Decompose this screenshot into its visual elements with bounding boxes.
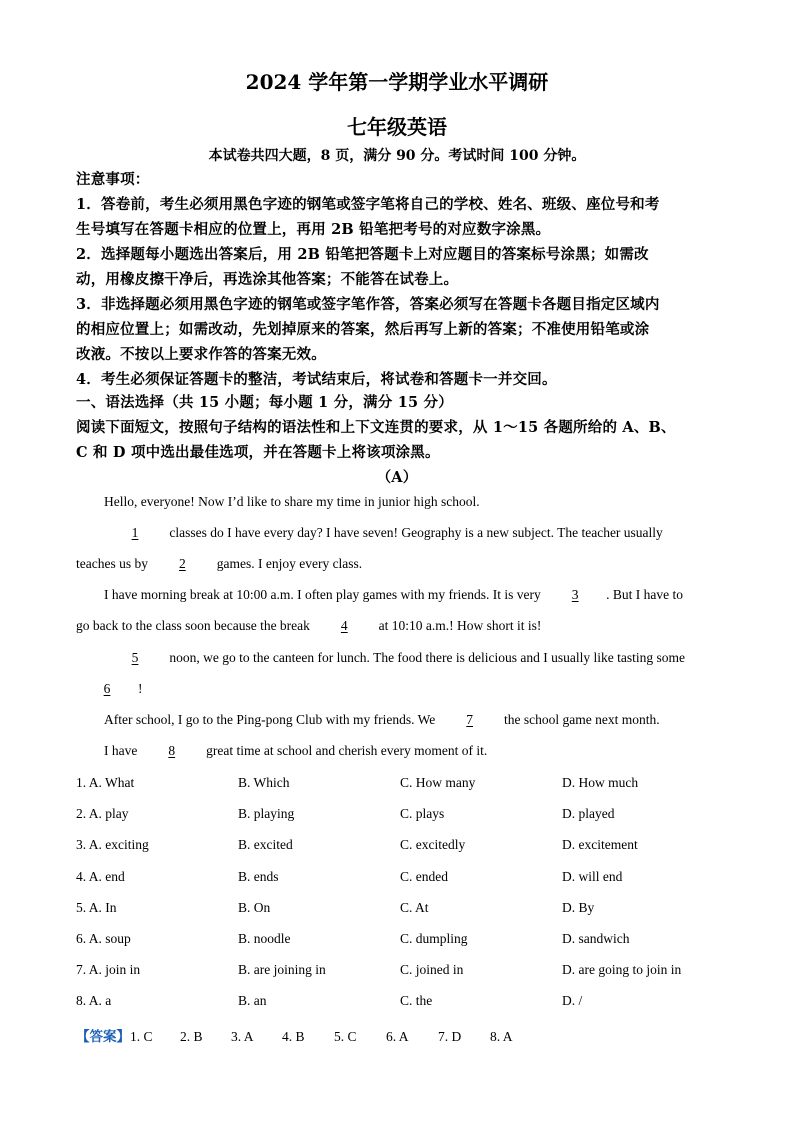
option-3b: B. excited xyxy=(238,837,293,852)
exam-title: 2024 学年第一学期学业水平调研 xyxy=(245,70,549,94)
passage-line xyxy=(76,618,541,634)
option-6c: C. dumpling xyxy=(400,931,468,946)
option-6a: 6. A. soup xyxy=(76,931,131,946)
part-label: （A） xyxy=(376,469,418,486)
option-8a: 8. A. a xyxy=(76,993,112,1008)
passage-text: ! xyxy=(138,681,143,696)
option-4b: B. ends xyxy=(238,869,279,884)
option-8c: C. the xyxy=(400,993,433,1008)
notes-line: 生号填写在答题卡相应的位置上，再用 2B 铅笔把考号的对应数字涂黑。 xyxy=(76,221,551,238)
answer-line xyxy=(76,1025,530,1045)
passage-text: great time at school and cherish every moment of it. xyxy=(202,743,488,758)
option-2b: B. playing xyxy=(238,806,295,821)
passage-text: Hello, everyone! Now I’d like to share my time in junior high school. xyxy=(104,494,480,509)
notes-line: 3．非选择题必须用黑色字迹的钢笔或签字笔作答，答案必须写在答题卡各题目指定区域内 xyxy=(76,296,660,313)
option-3c: C. excitedly xyxy=(400,837,466,852)
option-7a: 7. A. join in xyxy=(76,962,141,977)
passage-line xyxy=(76,556,362,572)
option-1b: B. Which xyxy=(238,775,290,790)
passage-text: at 10:10 a.m.! How short it is! xyxy=(375,618,542,633)
passage-text: teaches us by xyxy=(76,556,152,571)
option-3a: 3. A. exciting xyxy=(76,837,149,852)
option-4c: C. ended xyxy=(400,869,448,884)
blank-4: 4 xyxy=(340,618,348,633)
option-2a: 2. A. play xyxy=(76,806,129,821)
option-1a: 1. A. What xyxy=(76,775,135,790)
answer-item: 2. B xyxy=(180,1029,203,1044)
option-7d: D. are going to join in xyxy=(562,962,682,977)
passage-text: the school game next month. xyxy=(500,712,660,727)
blank-7: 7 xyxy=(466,712,474,727)
option-1d: D. How much xyxy=(562,775,639,790)
option-5d: D. By xyxy=(562,900,595,915)
exam-info: 本试卷共四大题，8 页，满分 90 分。考试时间 100 分钟。 xyxy=(208,148,586,164)
notes-line: 1．答卷前，考生必须用黑色字迹的钢笔或签字笔将自己的学校、姓名、班级、座位号和考 xyxy=(76,196,660,213)
passage-line xyxy=(76,681,143,697)
option-5c: C. At xyxy=(400,900,429,915)
section-instruction: 阅读下面短文，按照句子结构的语法性和上下文连贯的要求，从 1～15 各题所给的 A、B、 xyxy=(76,419,676,436)
passage-text: I have xyxy=(104,743,141,758)
passage-text: noon, we go to the canteen for lunch. The food there is delicious and I usually like tasting some xyxy=(166,650,685,665)
option-4d: D. will end xyxy=(562,869,623,884)
passage-line xyxy=(104,743,487,759)
option-5b: B. On xyxy=(238,900,271,915)
option-2d: D. played xyxy=(562,806,615,821)
blank-3: 3 xyxy=(571,587,579,602)
exam-subject: 七年级英语 xyxy=(347,115,447,139)
answer-item: 4. B xyxy=(282,1029,305,1044)
passage-text: go back to the class soon because the break xyxy=(76,618,314,633)
notes-line: 的相应位置上；如需改动，先划掉原来的答案，然后再写上新的答案；不准使用铅笔或涂 xyxy=(76,321,650,338)
blank-1: 1 xyxy=(131,525,139,540)
notes-line: 4．考生必须保证答题卡的整洁，考试结束后，将试卷和答题卡一并交回。 xyxy=(76,371,557,388)
passage-line xyxy=(104,587,683,603)
option-7c: C. joined in xyxy=(400,962,464,977)
answer-item: 5. C xyxy=(334,1029,357,1044)
passage-text: I have morning break at 10:00 a.m. I often play games with my friends. It is very xyxy=(104,587,545,602)
option-6b: B. noodle xyxy=(238,931,291,946)
option-6d: D. sandwich xyxy=(562,931,630,946)
blank-6: 6 xyxy=(103,681,111,696)
section-instruction: C 和 D 项中选出最佳选项，并在答题卡上将该项涂黑。 xyxy=(76,444,440,461)
passage-line xyxy=(104,494,480,510)
option-2c: C. plays xyxy=(400,806,445,821)
option-8b: B. an xyxy=(238,993,267,1008)
answer-item: 1. C xyxy=(130,1029,153,1044)
blank-8: 8 xyxy=(168,743,176,758)
passage-text: games. I enjoy every class. xyxy=(213,556,363,571)
answer-item: 6. A xyxy=(386,1029,409,1044)
option-3d: D. excitement xyxy=(562,837,638,852)
section-heading: 一、语法选择（共 15 小题；每小题 1 分，满分 15 分） xyxy=(76,394,453,411)
option-4a: 4. A. end xyxy=(76,869,125,884)
notes-line: 动，用橡皮擦干净后，再选涂其他答案；不能答在试卷上。 xyxy=(76,271,459,288)
option-5a: 5. A. In xyxy=(76,900,117,915)
option-1c: C. How many xyxy=(400,775,476,790)
option-8d: D. / xyxy=(562,993,583,1008)
passage-line xyxy=(104,525,663,541)
blank-5: 5 xyxy=(131,650,139,665)
answer-item: 3. A xyxy=(231,1029,254,1044)
option-7b: B. are joining in xyxy=(238,962,326,977)
passage-text: classes do I have every day? I have seven! Geography is a new subject. The teacher usually xyxy=(166,525,663,540)
passage-line xyxy=(104,712,660,728)
answer-item: 8. A xyxy=(490,1029,513,1044)
blank-2: 2 xyxy=(178,556,186,571)
notes-line: 改液。不按以上要求作答的答案无效。 xyxy=(76,346,326,363)
passage-text: After school, I go to the Ping-pong Club with my friends. We xyxy=(104,712,439,727)
passage-line xyxy=(104,650,685,666)
notes-line: 2．选择题每小题选出答案后，用 2B 铅笔把答题卡上对应题目的答案标号涂黑；如需改 xyxy=(76,246,649,263)
notes-heading: 注意事项： xyxy=(76,171,150,188)
answer-tag: 【答案】 xyxy=(76,1029,130,1045)
passage-text: . But I have to xyxy=(606,587,684,602)
answer-item: 7. D xyxy=(438,1029,462,1044)
